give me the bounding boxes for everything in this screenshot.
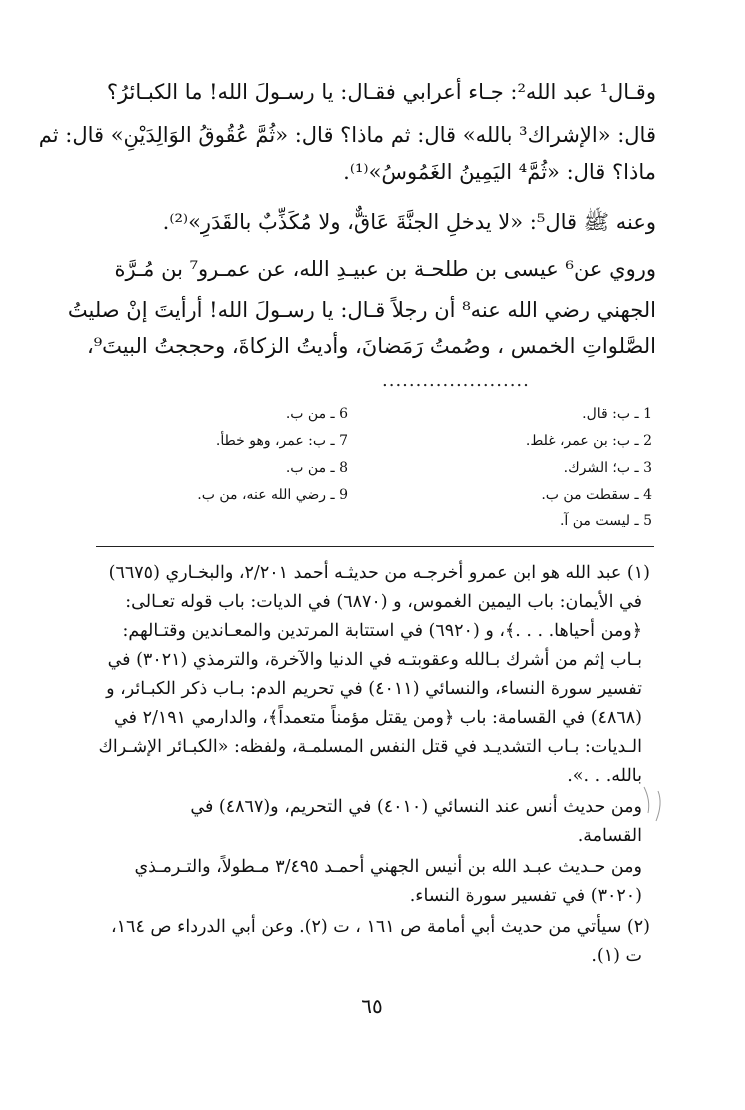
main-line-3: ماذا؟ قال: «ثُمَّ⁴ اليَمِينُ الغَمُوسُ»⁽¹⁾.	[343, 160, 656, 184]
variant-note-2: 2 ـ ب: بن عمر، غلط.	[525, 433, 652, 449]
main-line-6: الجهني رضي الله عنه⁸ أن رجلاً قـال: يا رسـولَ الله! أرأيتَ إنْ صليتُ	[67, 298, 656, 322]
dotted-separator: ......................	[382, 370, 530, 391]
variant-note-1: 1 ـ ب: قال.	[582, 406, 652, 422]
footnote-1-line-7: الـديات: بـاب التشديـد في قتل النفس المسلمـة، ولفظه: «الكبـائر الإشـراك	[98, 737, 642, 757]
footnote-1-line-4: بـاب إثم من أشرك بـالله وعقوبتـه في الدنيا والآخرة، والترمذي (٣٠٢١) في	[107, 650, 642, 670]
page-number: ٦٥	[361, 994, 383, 1018]
footnote-1-line-1: (١) عبد الله هو ابن عمرو أخرجـه من حديثـه أحمد ٢/٢٠١، والبخـاري (٦٦٧٥)	[108, 563, 650, 583]
main-line-5: وروي عن⁶ عيسى بن طلحـة بن عبيـدِ الله، عن عمـرو⁷ بن مُـرَّة	[114, 257, 656, 281]
footnote-2-line-2: ت (١).	[591, 946, 642, 966]
footnote-1-line-2: في الأيمان: باب اليمين الغموس، و (٦٨٧٠) في الديات: باب قوله تعـالى:	[125, 592, 642, 612]
footnote-1-line-3: ﴿ومن أحياها. . . .﴾، و (٦٩٢٠) في استتابة المرتدين والمعـاندين وقتـالهم:	[122, 621, 642, 641]
main-line-2: قال: «الإشراك³ بالله» قال: ثم ماذا؟ قال: «ثُمَّ عُقُوقُ الوَالِدَيْنِ» قال: ثم	[38, 123, 656, 147]
main-line-7: الصَّلواتِ الخمس ، وصُمتُ رَمَضانَ، وأديتُ الزكاةَ، وحججتُ البيتَ⁹،	[86, 334, 656, 358]
main-line-4: وعنه ﷺ قال⁵: «لا يدخلِ الجنَّةَ عَاقٌّ، ولا مُكَذِّبٌ بالقَدَرِ»⁽²⁾.	[162, 210, 656, 234]
variant-note-5: 5 ـ ليست من آ.	[559, 513, 652, 529]
main-line-1: وقـال¹ عبد الله²: جـاء أعرابي فقـال: يا رسـولَ الله! ما الكبـائرُ؟	[106, 80, 656, 104]
footnote-rule	[96, 546, 654, 547]
variant-note-6: 6 ـ من ب.	[285, 406, 348, 422]
footnote-1-line-5: تفسير سورة النساء، والنسائي (٤٠١١) في تحريم الدم: بـاب ذكر الكبـائر، و	[106, 679, 642, 699]
footnote-1b-line-1: ومن حديث أنس عند النسائي (٤٠١٠) في التحريم، و(٤٨٦٧) في	[190, 797, 642, 817]
footnote-1-line-8: بالله. . .».	[567, 766, 642, 786]
variant-note-8: 8 ـ من ب.	[285, 460, 348, 476]
variant-note-7: 7 ـ ب: عمر، وهو خطأ.	[215, 433, 348, 449]
pen-mark-icon	[636, 783, 676, 827]
footnote-1c-line-2: (٣٠٢٠) في تفسير سورة النساء.	[409, 886, 642, 906]
variant-note-4: 4 ـ سقطت من ب.	[541, 487, 652, 503]
variant-note-9: 9 ـ رضي الله عنه، من ب.	[197, 487, 348, 503]
footnote-1c-line-1: ومن حـديث عبـد الله بن أنيس الجهني أحمـد ٣/٤٩٥ مـطولاً، والتـرمـذي	[134, 857, 642, 877]
footnote-2-line-1: (٢) سيأتي من حديث أبي أمامة ص ١٦١ ، ت (٢). وعن أبي الدرداء ص ١٦٤،	[110, 917, 650, 937]
footnote-1-line-6: (٤٨٦٨) في القسامة: باب ﴿ومن يقتل مؤمناً متعمداً﴾، والدارمي ٢/١٩١ في	[114, 708, 642, 728]
footnote-1b-line-2: القسامة.	[577, 826, 642, 846]
variant-note-3: 3 ـ ب؛ الشرك.	[563, 460, 652, 476]
